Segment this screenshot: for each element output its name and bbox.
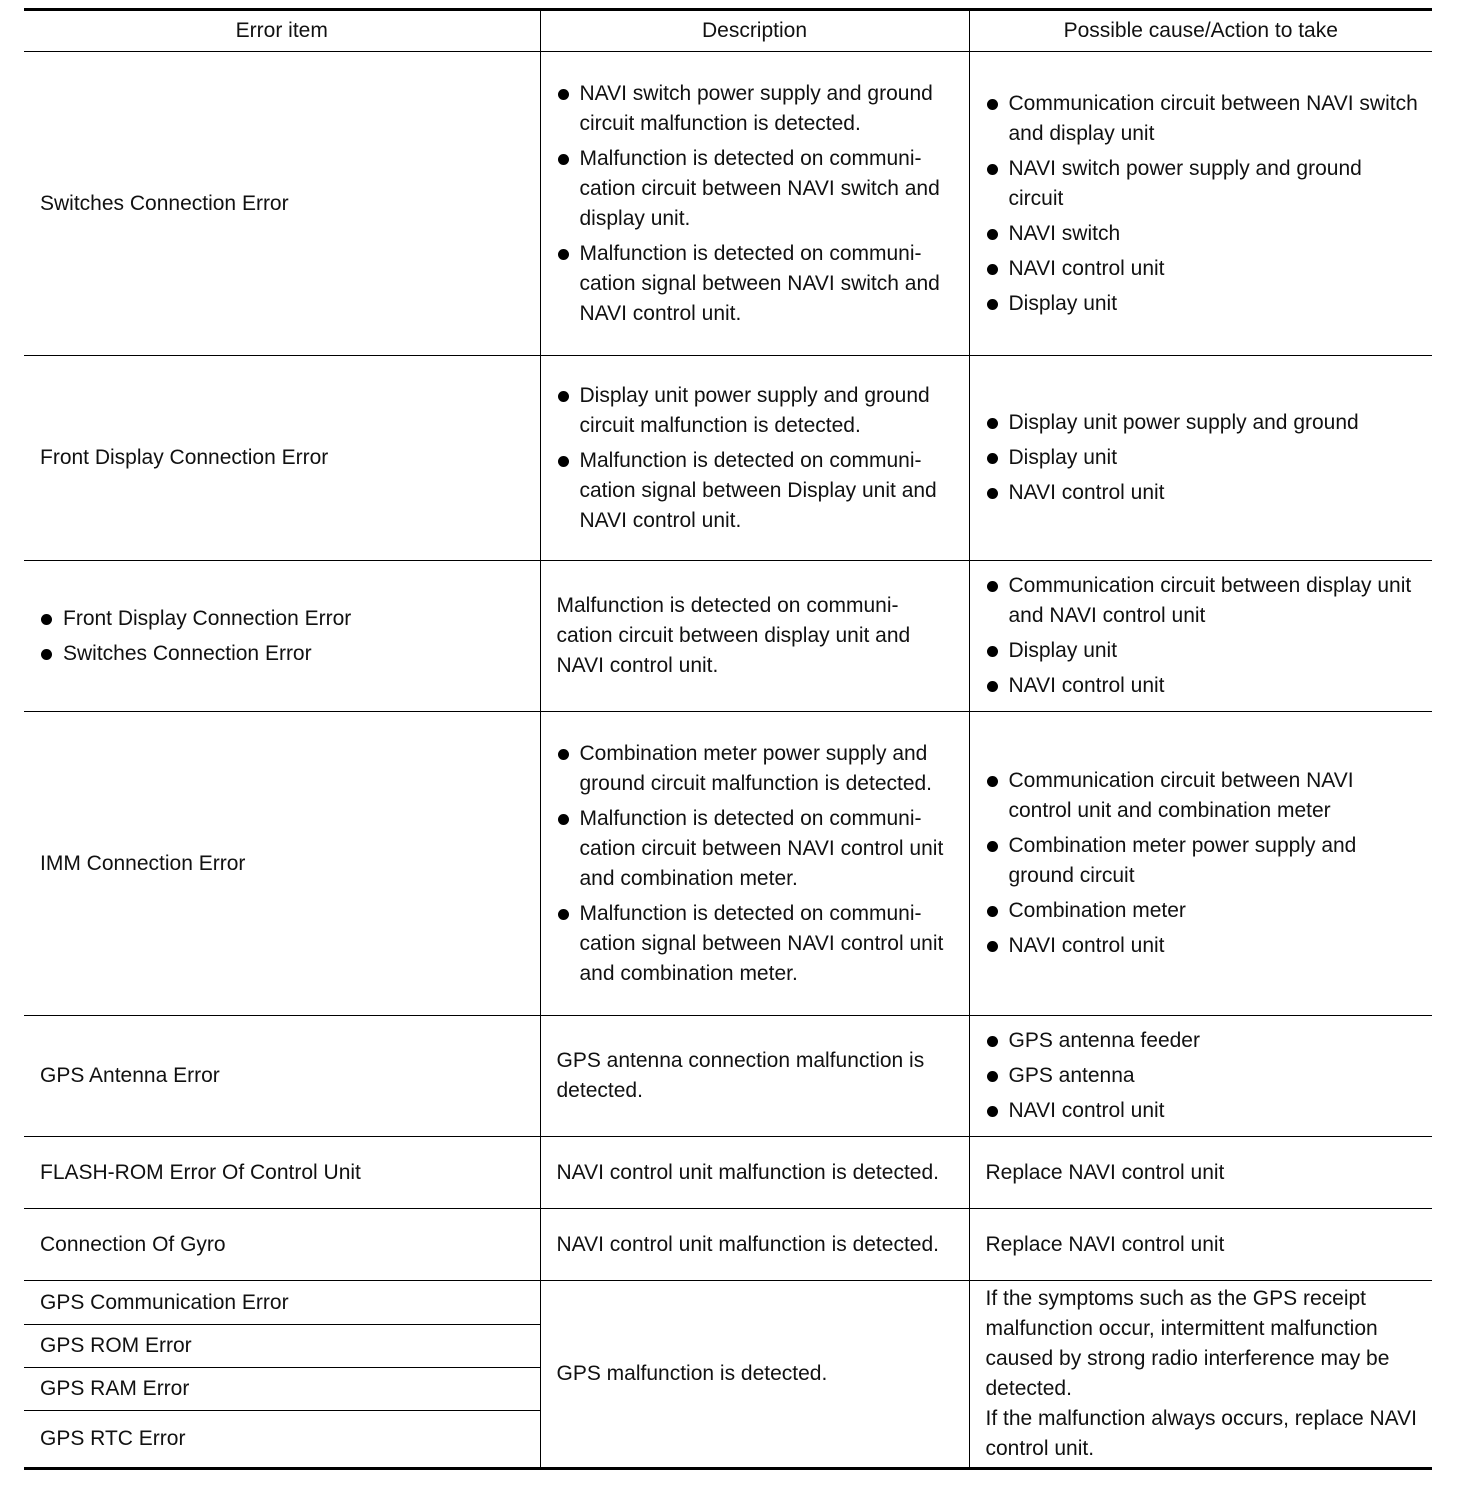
error-item-list [24, 561, 540, 712]
cause-item: Display unit [986, 289, 1419, 319]
description-cell: Malfunction is detected on communi-cation circuit between display unit and NAVI control unit. [540, 561, 969, 712]
cause-item: Combination meter power supply and ground circuit [986, 831, 1419, 891]
cause-text: If the symptoms such as the GPS receipt malfunction occur, intermittent malfunction caused by strong radio interference may be detected. [985, 1287, 1390, 1400]
cause-item: GPS antenna [986, 1061, 1419, 1091]
description-item: Malfunction is detected on communi-cation signal between NAVI switch and NAVI control unit. [557, 239, 955, 329]
cause-cell [969, 52, 1432, 356]
cause-cell: Replace NAVI control unit [969, 1137, 1432, 1209]
error-item: GPS ROM Error [24, 1325, 540, 1368]
table-row [24, 712, 1432, 1016]
description-cell: GPS antenna connection malfunction is detected. [540, 1016, 969, 1137]
cause-cell [969, 1281, 1432, 1469]
header-row [24, 10, 1432, 52]
description-cell [540, 356, 969, 561]
error-table [24, 8, 1432, 1470]
error-item: GPS RAM Error [24, 1368, 540, 1411]
description-cell [540, 712, 969, 1016]
description-item: Combination meter power supply and ground circuit malfunction is detected. [557, 739, 955, 799]
cause-cell [969, 356, 1432, 561]
table-row [24, 1016, 1432, 1137]
description-item: Malfunction is detected on communi-cation circuit between NAVI control unit and combination meter. [557, 804, 955, 894]
error-item: Switches Connection Error [24, 52, 540, 356]
error-item: GPS Antenna Error [24, 1016, 540, 1137]
cause-cell [969, 561, 1432, 712]
cause-text: If the malfunction always occurs, replace NAVI control unit. [985, 1407, 1417, 1460]
description-item: NAVI switch power supply and ground circuit malfunction is detected. [557, 79, 955, 139]
cause-cell: Replace NAVI control unit [969, 1209, 1432, 1281]
cause-cell [969, 712, 1432, 1016]
description-item: Malfunction is detected on communi-cation signal between NAVI control unit and combination meter. [557, 899, 955, 989]
header-cause: Possible cause/Action to take [969, 10, 1432, 52]
error-item: IMM Connection Error [24, 712, 540, 1016]
error-item: Switches Connection Error [40, 639, 526, 669]
cause-item: Communication circuit between NAVI control unit and combination meter [986, 766, 1419, 826]
description-item: Malfunction is detected on communi-cation circuit between NAVI switch and display unit. [557, 144, 955, 234]
cause-cell [969, 1016, 1432, 1137]
error-item: Connection Of Gyro [24, 1209, 540, 1281]
table-row [24, 52, 1432, 356]
table-row [24, 1137, 1432, 1209]
cause-item: NAVI control unit [986, 1096, 1419, 1126]
description-item: Malfunction is detected on communi-cation signal between Display unit and NAVI control unit. [557, 446, 955, 536]
table-row [24, 1281, 1432, 1325]
cause-item: NAVI control unit [986, 254, 1419, 284]
error-item: Front Display Connection Error [24, 356, 540, 561]
error-item: GPS RTC Error [24, 1411, 540, 1469]
description-cell [540, 52, 969, 356]
cause-item: GPS antenna feeder [986, 1026, 1419, 1056]
table-row [24, 561, 1432, 712]
cause-item: Communication circuit between NAVI switch and display unit [986, 89, 1419, 149]
table-row [24, 1209, 1432, 1281]
error-item: GPS Communication Error [24, 1281, 540, 1325]
error-item: Front Display Connection Error [40, 604, 526, 634]
description-cell: NAVI control unit malfunction is detected. [540, 1137, 969, 1209]
error-item: FLASH-ROM Error Of Control Unit [24, 1137, 540, 1209]
table-row [24, 356, 1432, 561]
description-cell: NAVI control unit malfunction is detected. [540, 1209, 969, 1281]
cause-item: NAVI switch [986, 219, 1419, 249]
cause-item: NAVI switch power supply and ground circuit [986, 154, 1419, 214]
cause-item: Display unit [986, 443, 1419, 473]
cause-item: NAVI control unit [986, 931, 1419, 961]
header-description: Description [540, 10, 969, 52]
cause-item: Display unit power supply and ground [986, 408, 1419, 438]
cause-item: Communication circuit between display unit and NAVI control unit [986, 571, 1419, 631]
description-cell: GPS malfunction is detected. [540, 1281, 969, 1469]
cause-item: Combination meter [986, 896, 1419, 926]
cause-item: NAVI control unit [986, 478, 1419, 508]
header-error-item: Error item [24, 10, 540, 52]
cause-item: Display unit [986, 636, 1419, 666]
cause-item: NAVI control unit [986, 671, 1419, 701]
description-item: Display unit power supply and ground circuit malfunction is detected. [557, 381, 955, 441]
